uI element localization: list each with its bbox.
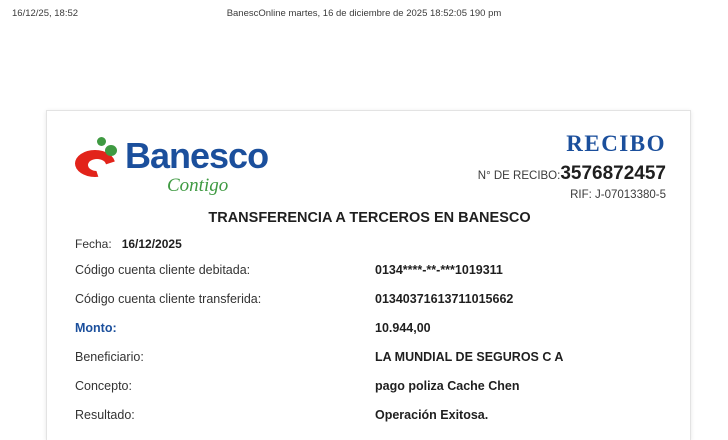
print-header-date: 16/12/25, 18:52: [12, 8, 79, 19]
receipt-date: [75, 237, 182, 251]
field-row-result: [75, 408, 665, 437]
receipt-date-label: Fecha:: [75, 237, 112, 251]
receipt-number: [478, 163, 666, 185]
field-row-concept: [75, 379, 665, 408]
field-value: pago poliza Cache Chen: [375, 379, 520, 393]
receipt-number-value: 3576872457: [560, 163, 666, 184]
print-header: [0, 8, 728, 24]
receipt-card: [46, 110, 691, 440]
field-value: 01340371613711015662: [375, 292, 514, 306]
logo-leaf-large-icon: [105, 145, 117, 156]
receipt-number-label: N° DE RECIBO:: [477, 170, 561, 182]
print-header-title: BanescOnline martes, 16 de diciembre de 2025 18:52:05 190 pm: [226, 8, 502, 19]
banesco-logo: [75, 129, 305, 196]
logo-leaf-small-icon: [97, 137, 106, 146]
field-label: Resultado:: [75, 408, 135, 422]
field-row-amount: [75, 321, 665, 350]
field-label: Concepto:: [75, 379, 132, 393]
field-label: Monto:: [75, 321, 117, 335]
field-value: Operación Exitosa.: [375, 408, 489, 422]
field-label: Código cuenta cliente transferida:: [75, 292, 262, 306]
document-heading: TRANSFERENCIA A TERCEROS EN BANESCO: [208, 210, 531, 226]
field-value: 10.944,00: [375, 321, 431, 335]
banesco-mark-icon: [75, 137, 119, 177]
field-row-transferred-account: [75, 292, 665, 321]
receipt-fields: [75, 263, 665, 437]
field-value: LA MUNDIAL DE SEGUROS C A: [375, 350, 564, 364]
receipt-date-value: 16/12/2025: [121, 237, 182, 251]
field-row-debited-account: [75, 263, 665, 292]
field-label: Código cuenta cliente debitada:: [75, 263, 251, 277]
receipt-title: RECIBO: [566, 131, 666, 156]
field-row-beneficiary: [75, 350, 665, 379]
field-label: Beneficiario:: [75, 350, 144, 364]
receipt-rif: RIF: J-07013380-5: [570, 189, 666, 201]
field-value: 0134****-**-***1019311: [375, 263, 503, 277]
brand-name: Banesco: [125, 135, 269, 176]
brand-tagline: Contigo: [167, 175, 229, 196]
